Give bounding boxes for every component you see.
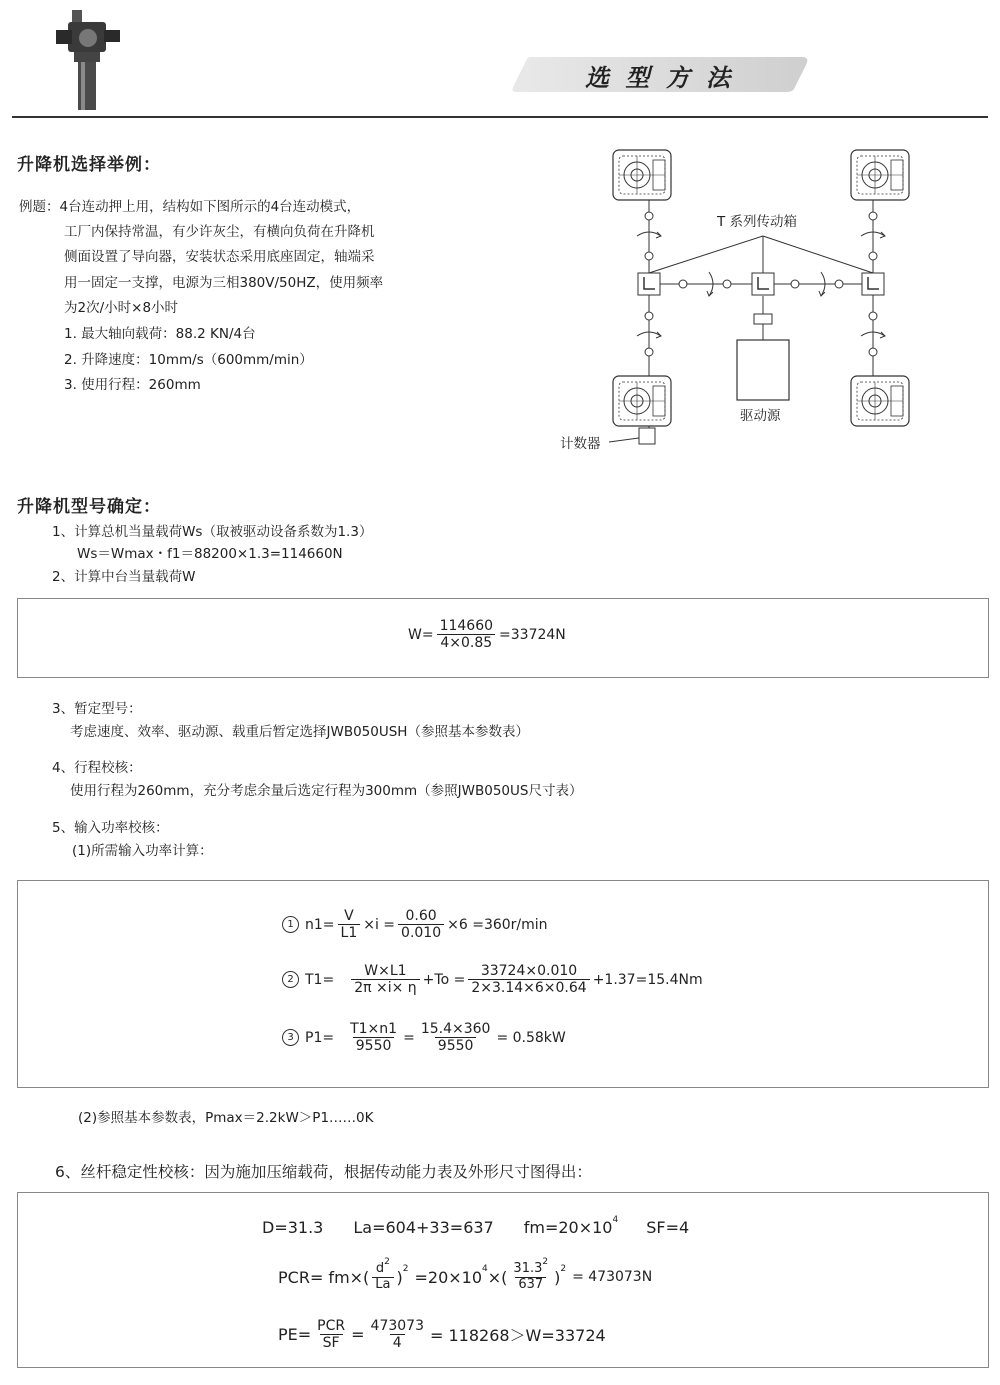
step5-label: 5、输入功率校核： [52, 820, 169, 836]
pcr-open: ×( [487, 1267, 508, 1287]
n1-frac-b [398, 908, 444, 941]
step5-sub: (1)所需输入功率计算： [72, 843, 213, 859]
denominator: La [372, 1277, 393, 1293]
t1-frac-a [351, 963, 419, 996]
w-result: =33724N [499, 626, 566, 643]
step1-label: 1、计算总机当量载荷Ws（取被驱动设备系数为1.3） [52, 524, 373, 540]
numerator: T1×n1 [350, 1021, 398, 1037]
step4-label: 4、行程校核： [52, 760, 142, 776]
numerator [510, 1257, 551, 1277]
pcr-close-exponent: 2 [560, 1264, 567, 1275]
t1-result: +1.37=15.4Nm [592, 971, 703, 988]
t1-frac-b [468, 963, 589, 996]
pe-result: = 118268＞W=33724 [429, 1326, 606, 1346]
example-line: 1. 最大轴向载荷：88.2 KN/4台 [64, 326, 256, 342]
numerator: 473073 [370, 1318, 424, 1334]
pcr-eq: =20×10 [414, 1267, 483, 1287]
example-line: 例题：4台连动押上用，结构如下图所示的4台连动模式， [19, 199, 361, 215]
pcr-frac-b [510, 1257, 551, 1293]
pe-frac-a [314, 1318, 348, 1351]
p1-frac-a [347, 1021, 400, 1054]
w-numerator: 114660 [439, 618, 494, 634]
pcr-formula [278, 1257, 653, 1293]
n1-lhs: n1= [305, 916, 335, 933]
fm-exponent: 4 [612, 1214, 619, 1225]
numerator-exponent: 2 [542, 1257, 549, 1267]
example-line: 用一固定一支撑，电源为三相380V/50HZ，使用频率 [64, 275, 384, 291]
pcr-close-2: ) [554, 1267, 561, 1287]
la-value: La=604+33=637 [353, 1218, 494, 1237]
numerator-exponent: 2 [384, 1257, 390, 1267]
pcr-eq-exponent: 4 [482, 1264, 488, 1275]
example-line: 为2次/小时×8小时 [64, 300, 179, 316]
p1-frac-b [418, 1021, 494, 1054]
pcr-result: = 473073N [572, 1269, 653, 1286]
denominator: SF [320, 1334, 343, 1351]
stability-params [262, 1214, 690, 1237]
denominator: 2π ×i× η [351, 979, 419, 996]
step6-label: 6、丝杆稳定性校核：因为施加压缩载荷，根据传动能力表及外形尺寸图得出： [55, 1163, 592, 1181]
p1-formula [282, 1021, 566, 1054]
page-title: 选 型 方 法 [585, 64, 735, 92]
n1-frac-a [338, 908, 361, 941]
example-line: 3. 使用行程：260mm [64, 377, 201, 393]
denominator: 9550 [353, 1037, 395, 1054]
circled-number: 1 [282, 916, 299, 933]
p1-result: = 0.58kW [496, 1029, 566, 1046]
sf-value: SF=4 [646, 1218, 690, 1237]
example-line: 2. 升降速度：10mm/s（600mm/min） [64, 352, 313, 368]
circled-number: 2 [282, 971, 299, 988]
t-series-label: T 系列传动箱 [717, 214, 798, 230]
step3-text: 考虑速度、效率、驱动源、载重后暂定选择JWB050USH（参照基本参数表） [70, 724, 529, 740]
w-formula [408, 618, 566, 651]
example-line: 侧面设置了导向器，安装状态采用底座固定，轴端采 [64, 249, 375, 265]
t1-mid: +To = [422, 971, 466, 988]
denominator: 9550 [435, 1037, 477, 1054]
pe-mid: = [351, 1325, 365, 1345]
step1-formula: Ws＝Wmax・f1＝88200×1.3=114660N [77, 546, 343, 562]
circled-number: 3 [282, 1029, 299, 1046]
fm-value: fm=20×10 [523, 1218, 613, 1237]
t1-lhs: T1= [305, 971, 335, 988]
pe-formula [278, 1318, 606, 1351]
step2-label: 2、计算中台当量载荷W [52, 569, 196, 585]
counter-label: 计数器 [560, 436, 601, 452]
header-rule [12, 116, 988, 118]
drive-source-label: 驱动源 [740, 408, 781, 424]
d-value: D=31.3 [262, 1218, 324, 1237]
numerator-base: d [375, 1261, 385, 1276]
w-fraction [437, 618, 496, 651]
pcr-close: ) [396, 1267, 403, 1287]
numerator: 33724×0.010 [480, 963, 578, 979]
product-logo [48, 8, 128, 113]
n1-mid: ×i = [363, 916, 396, 933]
w-lhs: W= [408, 626, 434, 643]
pcr-exponent: 2 [402, 1264, 409, 1275]
numerator: 0.60 [405, 908, 437, 924]
n1-formula [282, 908, 548, 941]
pe-lhs: PE= [278, 1325, 312, 1345]
step5-check: (2)参照基本参数表，Pmax＝2.2kW＞P1……0K [78, 1110, 374, 1126]
numerator [373, 1257, 393, 1277]
pcr-lhs: PCR= fm×( [278, 1267, 370, 1287]
example-line: 工厂内保持常温，有少许灰尘，有横向负荷在升降机 [64, 224, 375, 240]
denominator: 0.010 [398, 924, 444, 941]
numerator-base: 31.3 [513, 1261, 543, 1276]
denominator: 637 [515, 1277, 546, 1293]
pcr-frac-a [372, 1257, 393, 1293]
numerator: 15.4×360 [420, 1021, 491, 1037]
p1-mid: = [403, 1029, 415, 1046]
denominator: 4 [390, 1334, 405, 1351]
numerator: W×L1 [364, 963, 407, 979]
denominator: L1 [338, 924, 361, 941]
n1-result: ×6 =360r/min [447, 916, 548, 933]
numerator: V [344, 908, 354, 924]
t1-formula [282, 963, 703, 996]
p1-lhs: P1= [305, 1029, 335, 1046]
step3-label: 3、暂定型号： [52, 701, 142, 717]
numerator: PCR [317, 1318, 346, 1334]
w-denominator: 4×0.85 [437, 634, 495, 651]
section2-heading: 升降机型号确定： [17, 497, 161, 517]
denominator: 2×3.14×6×0.64 [468, 979, 589, 996]
section1-heading: 升降机选择举例： [17, 155, 161, 175]
step4-text: 使用行程为260mm，充分考虑余量后选定行程为300mm（参照JWB050US尺寸表） [70, 783, 583, 799]
pe-frac-b [368, 1318, 427, 1351]
